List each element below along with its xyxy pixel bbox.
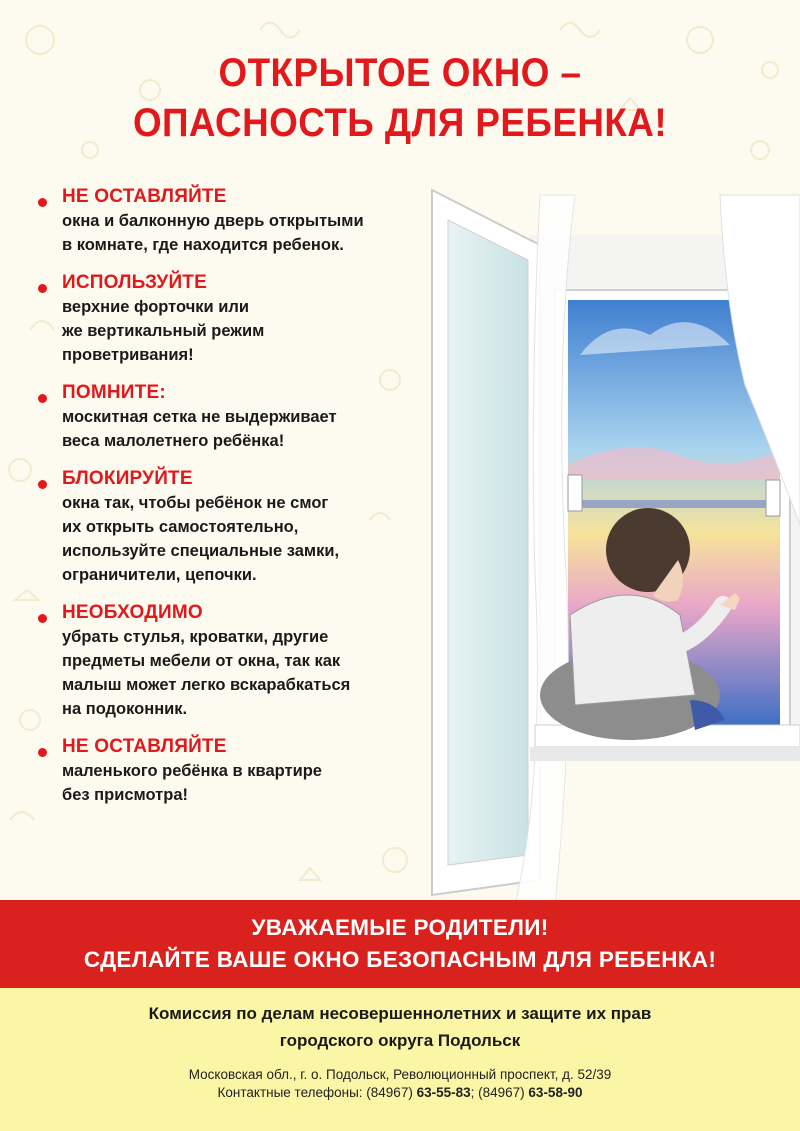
rule-item [38, 467, 438, 587]
title-line-2: ОПАСНОСТЬ ДЛЯ РЕБЕНКА! [132, 101, 668, 145]
parents-appeal-banner [0, 900, 800, 988]
rule-heading: БЛОКИРУЙТЕ [62, 468, 193, 489]
rule-item [38, 381, 438, 453]
phones-label: Контактные телефоны: (84967) [217, 1085, 417, 1100]
bullet-dot-icon [38, 394, 47, 403]
bullet-dot-icon [38, 284, 47, 293]
rule-item [38, 735, 438, 807]
footer [0, 988, 800, 1131]
banner-line-1: УВАЖАЕМЫЕ РОДИТЕЛИ! [251, 915, 549, 940]
rule-item [38, 185, 438, 257]
bullet-dot-icon [38, 614, 47, 623]
organization-name [0, 1000, 800, 1054]
org-line-2: городского округа Подольск [279, 1031, 521, 1050]
address: Московская обл., г. о. Подольск, Революционный проспект, д. 52/39 [188, 1067, 612, 1082]
rule-heading: ПОМНИТЕ: [62, 382, 166, 403]
banner-line-2: СДЕЛАЙТЕ ВАШЕ ОКНО БЕЗОПАСНЫМ ДЛЯ РЕБЕНКА! [83, 947, 717, 972]
window-illustration [420, 175, 800, 900]
title-line-1: ОТКРЫТОЕ ОКНО – [218, 51, 582, 95]
bullet-dot-icon [38, 480, 47, 489]
contact-phones [0, 1084, 800, 1102]
rule-text: окна и балконную дверь открытыми в комнате, где находится ребенок. [62, 212, 364, 254]
rule-text: маленького ребёнка в квартире без присмотра! [62, 762, 322, 804]
bullet-dot-icon [38, 198, 47, 207]
phone-1: 63-55-83 [416, 1085, 471, 1100]
rule-item [38, 271, 438, 367]
rule-text: верхние форточки или же вертикальный режим проветривания! [62, 298, 265, 364]
org-line-1: Комиссия по делам несовершеннолетних и защите их прав [148, 1004, 652, 1023]
phone-2: 63-58-90 [528, 1085, 583, 1100]
bullet-dot-icon [38, 748, 47, 757]
rule-item [38, 601, 438, 721]
rule-text: москитная сетка не выдерживает веса малолетнего ребёнка! [62, 408, 337, 450]
rule-heading: НЕ ОСТАВЛЯЙТЕ [62, 736, 227, 757]
rule-heading: НЕ ОСТАВЛЯЙТЕ [62, 186, 227, 207]
rule-text: окна так, чтобы ребёнок не смог их открыть самостоятельно, используйте специальные замки, ограничители, цепочки. [62, 494, 340, 584]
page-title [32, 48, 768, 148]
phones-separator: ; (84967) [470, 1085, 529, 1100]
safety-rules-list [38, 185, 438, 821]
rule-heading: ИСПОЛЬЗУЙТЕ [62, 272, 207, 293]
rule-text: убрать стулья, кроватки, другие предметы мебели от окна, так как малыш может легко вскарабкаться на подоконник. [62, 628, 351, 718]
rule-heading: НЕОБХОДИМО [62, 602, 203, 623]
